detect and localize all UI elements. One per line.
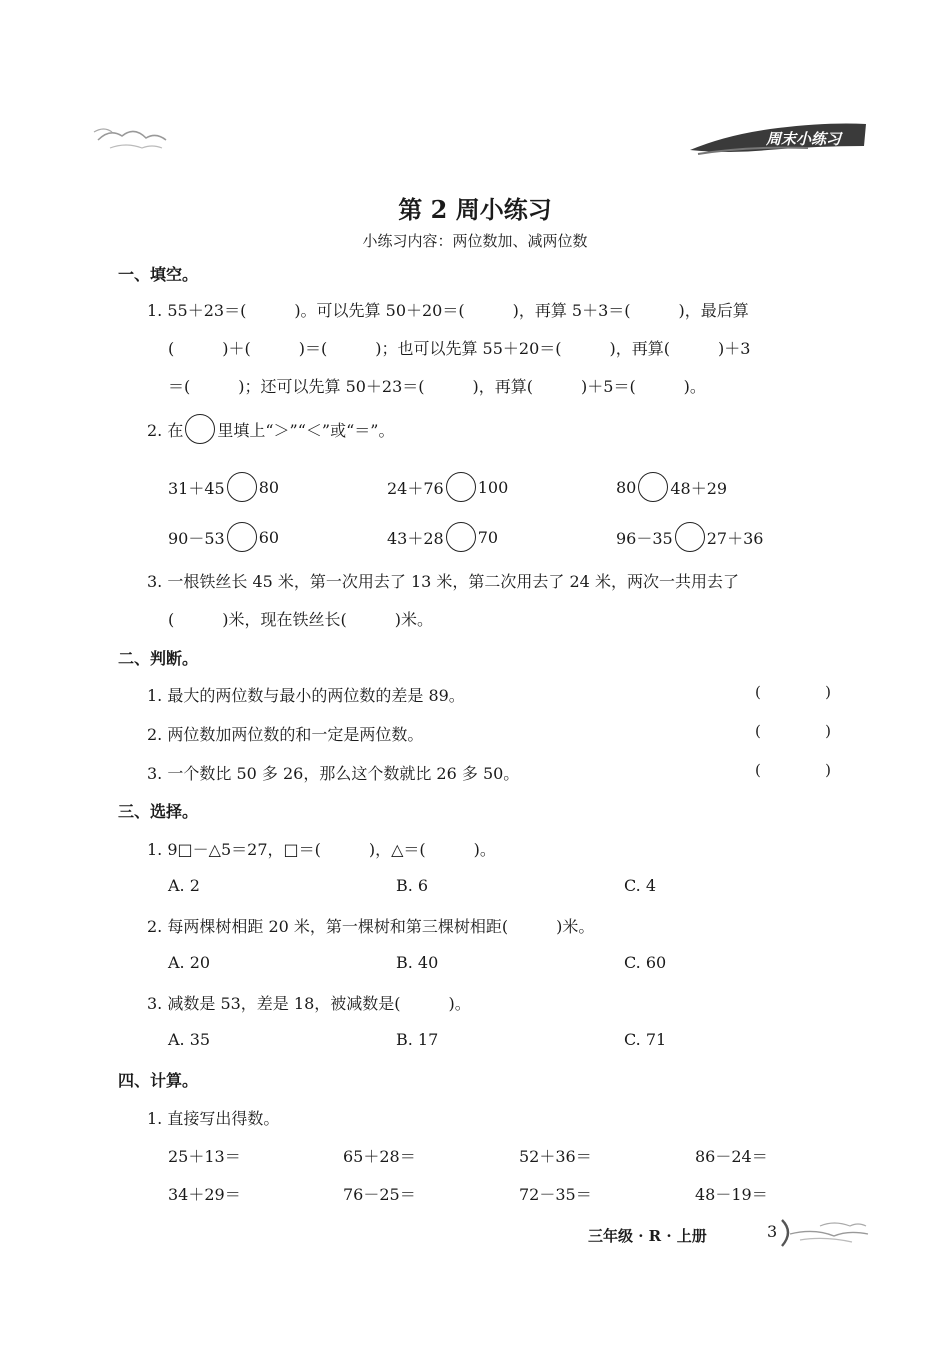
compare-item	[168, 472, 279, 502]
section-1-heading: 一、填空。	[118, 265, 199, 284]
q2-prefix: 2. 在	[147, 420, 184, 440]
compare-right: 60	[258, 527, 280, 547]
calc-item: 72－35＝	[519, 1185, 592, 1204]
compare-circle[interactable]	[446, 472, 476, 502]
section-4-heading: 四、计算。	[118, 1071, 199, 1090]
judge-answer-box[interactable]: ( )	[755, 683, 831, 701]
compare-item	[616, 522, 763, 552]
choice-option[interactable]: B. 17	[396, 1030, 439, 1049]
compare-right: 80	[258, 477, 280, 497]
compare-circle[interactable]	[227, 472, 257, 502]
footer-grade-label: 三年级 · R · 上册	[588, 1227, 707, 1245]
choice-option[interactable]: C. 71	[624, 1030, 667, 1049]
judge-item-3: 3. 一个数比 50 多 26，那么这个数就比 26 多 50。	[147, 764, 520, 783]
judge-answer-box[interactable]: ( )	[755, 722, 831, 740]
q2-suffix: 里填上“＞”“＜”或“＝”。	[217, 420, 395, 440]
calc-item: 48－19＝	[695, 1185, 768, 1204]
judge-item-1: 1. 最大的两位数与最小的两位数的差是 89。	[147, 686, 465, 705]
q2-instruction	[147, 414, 394, 444]
circle-blank-icon	[185, 414, 215, 444]
choice-option[interactable]: C. 4	[624, 876, 657, 895]
page-subtitle: 小练习内容：两位数加、减两位数	[362, 232, 588, 250]
calc-subheading: 1. 直接写出得数。	[147, 1109, 280, 1128]
compare-left: 43＋28	[387, 528, 444, 548]
compare-item	[387, 472, 508, 502]
choice-option[interactable]: B. 6	[396, 876, 429, 895]
compare-right: 100	[477, 477, 509, 497]
compare-left: 96－35	[616, 528, 673, 548]
choice-option[interactable]: A. 35	[168, 1030, 211, 1049]
q1-line-2: ( )＋( )＝( )；也可以先算 55＋20＝( )，再算( )＋3	[168, 339, 751, 358]
choice-question-2: 2. 每两棵树相距 20 米，第一棵树和第三棵树相距( )米。	[147, 917, 595, 936]
compare-left: 80	[616, 477, 637, 497]
compare-right: 27＋36	[706, 528, 764, 548]
choice-option[interactable]: B. 40	[396, 953, 439, 972]
judge-item-2: 2. 两位数加两位数的和一定是两位数。	[147, 725, 424, 744]
judge-answer-box[interactable]: ( )	[755, 761, 831, 779]
choice-option[interactable]: C. 60	[624, 953, 667, 972]
compare-item	[387, 522, 498, 552]
cloud-decoration-left	[90, 118, 180, 158]
compare-circle[interactable]	[675, 522, 705, 552]
choice-question-1: 1. 9□－△5＝27，□＝( )，△＝( )。	[147, 840, 496, 859]
compare-right: 70	[477, 527, 499, 547]
calc-item: 52＋36＝	[519, 1147, 592, 1166]
compare-right: 48＋29	[670, 478, 728, 498]
compare-item	[616, 472, 727, 502]
page-number: 3	[767, 1222, 778, 1241]
choice-option[interactable]: A. 2	[168, 876, 200, 895]
page-number-swirl-icon	[760, 1216, 872, 1250]
calc-item: 76－25＝	[343, 1185, 416, 1204]
compare-circle[interactable]	[638, 472, 668, 502]
compare-circle[interactable]	[227, 522, 257, 552]
q3-line-1: 3. 一根铁丝长 45 米，第一次用去了 13 米，第二次用去了 24 米，两次一共用去了	[147, 572, 739, 591]
section-3-heading: 三、选择。	[118, 802, 199, 821]
calc-item: 86－24＝	[695, 1147, 768, 1166]
weekend-practice-badge	[688, 116, 870, 160]
badge-text: 周末小练习	[766, 130, 842, 148]
calc-item: 65＋28＝	[343, 1147, 416, 1166]
q1-line-3: ＝( )；还可以先算 50＋23＝( )，再算( )＋5＝( )。	[168, 377, 706, 396]
compare-left: 24＋76	[387, 478, 444, 498]
choice-question-3: 3. 减数是 53，差是 18，被减数是( )。	[147, 994, 471, 1013]
section-2-heading: 二、判断。	[118, 649, 199, 668]
q1-line-1: 1. 55＋23＝( )。可以先算 50＋20＝( )，再算 5＋3＝( )，最后算	[147, 301, 749, 320]
compare-left: 31＋45	[168, 478, 225, 498]
calc-item: 34＋29＝	[168, 1185, 241, 1204]
compare-circle[interactable]	[446, 522, 476, 552]
q3-line-2: ( )米，现在铁丝长( )米。	[168, 610, 433, 629]
choice-option[interactable]: A. 20	[168, 953, 211, 972]
calc-item: 25＋13＝	[168, 1147, 241, 1166]
compare-left: 90－53	[168, 528, 225, 548]
compare-item	[168, 522, 279, 552]
page-title: 第 2 周小练习	[398, 195, 552, 224]
